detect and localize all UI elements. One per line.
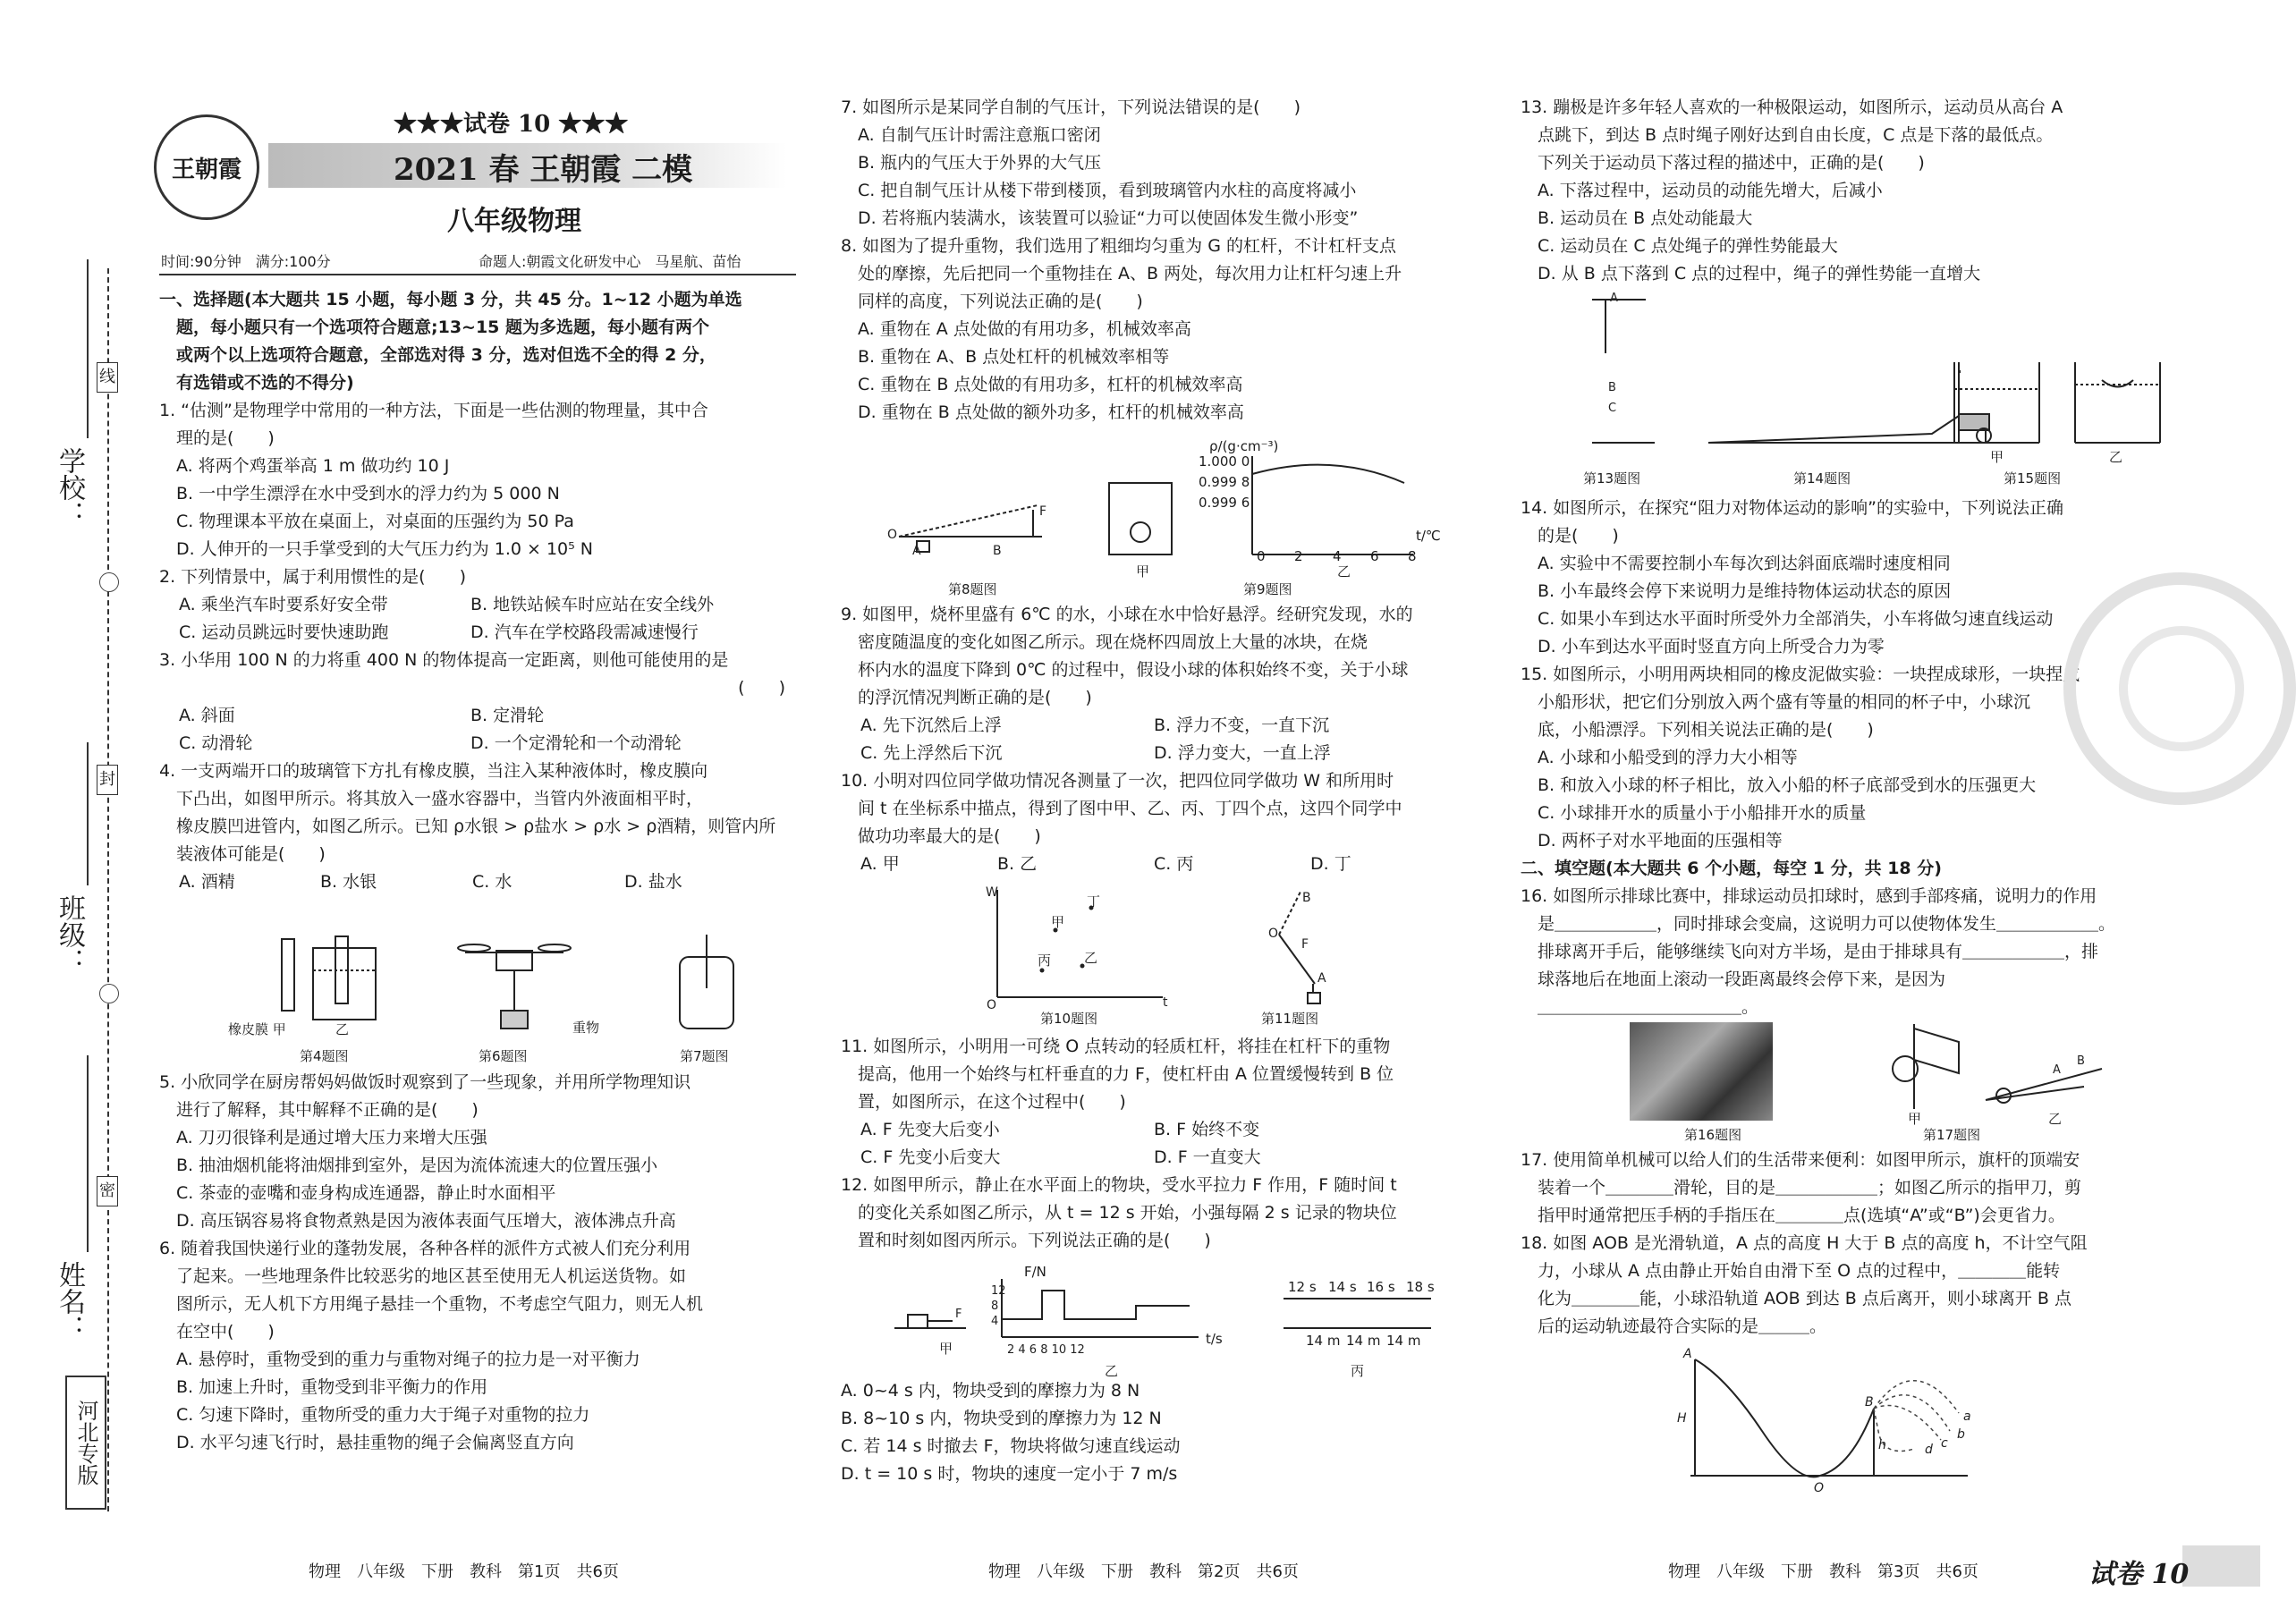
option: D. 水平匀速飞行时，悬挂重物的绳子会偏离竖直方向 xyxy=(159,1433,574,1452)
column-1 xyxy=(159,286,803,896)
option: B. 8~10 s 内，物块受到的摩擦力为 12 N xyxy=(841,1409,1162,1428)
page-footer-1: 物理 八年级 下册 教科 第1页 共6页 xyxy=(309,1562,619,1581)
corner-exam-label: 试卷 10 xyxy=(2088,1559,2190,1590)
option: C. 把自制气压计从楼下带到楼顶，看到玻璃管内水柱的高度将减小 xyxy=(841,181,1357,200)
question-6: 6. 随着我国快递行业的蓬勃发展，各种各样的派件方式被人们充分利用 xyxy=(159,1239,691,1258)
name-label: 姓名： xyxy=(54,1261,85,1342)
section-text: 或两个以上选项符合题意，全部选对得 3 分，选对但选不全的得 2 分， xyxy=(159,345,716,365)
question-text: 理的是( ) xyxy=(159,428,275,448)
fig-caption: 第11题图 xyxy=(1261,1011,1319,1027)
question-text: 进行了解释，其中解释不正确的是( ) xyxy=(159,1100,479,1120)
fig-caption: 第14题图 xyxy=(1793,470,1851,487)
section-text: 有选错或不选的不得分) xyxy=(159,373,354,393)
svg-text:O: O xyxy=(1268,927,1279,941)
point-label: 乙 xyxy=(1084,950,1098,966)
question-text: 做功功率最大的是( ) xyxy=(841,826,1041,846)
fig-caption: 第15题图 xyxy=(2004,470,2062,487)
question-text: 橡皮膜凹进管内，如图乙所示。已知 ρ水银 > ρ盐水 > ρ水 > ρ酒精，则管内所 xyxy=(159,817,776,836)
point-label: A xyxy=(1683,1347,1692,1361)
figure-10-11 xyxy=(984,885,1360,1011)
figure-8-9 xyxy=(885,438,1422,572)
question-text: 点跳下，到达 B 点时绳子刚好达到自由长度，C 点是下落的最低点。 xyxy=(1521,125,2054,145)
exam-number: ★★★试卷 10 ★★★ xyxy=(394,111,629,138)
question-text: 的是( ) xyxy=(1521,526,1619,546)
option: C. 匀速下降时，重物所受的重力大于绳子对重物的拉力 xyxy=(159,1405,590,1425)
option: A. 实验中不需要控制小车每次到达斜面底端时速度相同 xyxy=(1521,554,1951,573)
option: C. 先上浮然后下沉 xyxy=(860,743,1003,763)
option: B. 运动员在 B 点处动能最大 xyxy=(1521,208,1753,228)
question-text: 图所示，无人机下方用绳子悬挂一个重物，不考虑空气阻力，则无人机 xyxy=(159,1294,704,1314)
option: A. 刀刃很锋利是通过增大压力来增大压强 xyxy=(159,1128,487,1147)
option: C. F 先变小后变大 xyxy=(860,1147,1001,1167)
tick-label: 0.999 6 xyxy=(1199,495,1250,511)
option: C. 如果小车到达水平面时所受外力全部消失，小车将做匀速直线运动 xyxy=(1521,609,2054,629)
fill-blank[interactable]: 力，小球从 A 点由静止开始自由滑下至 O 点的过程中，＿＿＿＿能转 xyxy=(1521,1261,2061,1281)
svg-text:12: 12 xyxy=(991,1284,1006,1298)
question-8: 8. 如图为了提升重物，我们选用了粗细均匀重为 G 的杠杆，不计杠杆支点 xyxy=(841,236,1396,256)
question-text: 杯内水的温度下降到 0℃ 的过程中，假设小球的体积始终不变，关于小球 xyxy=(841,660,1409,680)
tick-label: 8 xyxy=(1408,548,1417,564)
option: D. 两杯子对水平地面的压强相等 xyxy=(1521,831,1783,851)
point-label: a xyxy=(1963,1410,1971,1424)
exam-author: 命题人:朝霞文化研发中心 马星航、苗怡 xyxy=(479,253,741,270)
svg-text:4: 4 xyxy=(991,1315,999,1328)
option: B. 抽油烟机能将油烟排到室外，是因为流体流速大的位置压强小 xyxy=(159,1156,658,1175)
fill-blank[interactable]: 指甲时通常把压手柄的手指压在＿＿＿＿点(选填“A”或“B”)会更省力。 xyxy=(1521,1206,2065,1225)
question-text: 间 t 在坐标系中描点，得到了图中甲、乙、丙、丁四个点，这四个同学中 xyxy=(841,799,1402,818)
fig-value: 14 s xyxy=(1328,1279,1357,1295)
point-label: 丁 xyxy=(1087,893,1101,910)
figure-18 xyxy=(1673,1342,1995,1495)
binding-line xyxy=(107,268,109,1511)
fig-caption: 第7题图 xyxy=(680,1048,729,1064)
option: D. 高压锅容易将食物煮熟是因为液体表面气压增大，液体沸点升高 xyxy=(159,1211,676,1231)
fig-caption: 第17题图 xyxy=(1923,1127,1981,1143)
fill-blank[interactable]: ＿＿＿＿＿＿＿＿＿＿＿＿。 xyxy=(1521,997,1759,1017)
column-3 xyxy=(1521,94,2165,288)
exam-title: 2021 春 王朝霞 二模 xyxy=(394,152,693,188)
point-label: h xyxy=(1878,1438,1886,1452)
figure-4-6-7 xyxy=(233,935,769,1033)
question-text: 提高，他用一个始终与杠杆垂直的力 F，使杠杆由 A 位置缓慢转到 B 位 xyxy=(841,1064,1394,1084)
option: D. 人伸开的一只手掌受到的大气压力约为 1.0 × 10⁵ N xyxy=(159,539,594,559)
figure-17 xyxy=(1878,1020,2129,1118)
option: D. t = 10 s 时，物块的速度一定小于 7 m/s xyxy=(841,1464,1178,1484)
question-2: 2. 下列情景中，属于利用惯性的是( ) xyxy=(159,567,466,587)
exam-time: 时间:90分钟 满分:100分 xyxy=(161,253,331,270)
svg-text:B: B xyxy=(2077,1054,2085,1068)
question-9: 9. 如图甲，烧杯里盛有 6℃ 的水，小球在水中恰好悬浮。经研究发现，水的 xyxy=(841,605,1413,624)
option: B. 水银 xyxy=(320,872,377,892)
option: A. 重物在 A 点处做的有用功多，机械效率高 xyxy=(841,319,1191,339)
q10-options xyxy=(841,851,1485,878)
question-18: 18. 如图 AOB 是光滑轨道，A 点的高度 H 大于 B 点的高度 h，不计空气阻 xyxy=(1521,1233,2088,1253)
fig-caption: 第13题图 xyxy=(1583,470,1641,487)
fig-label: 橡皮膜 甲 xyxy=(228,1021,286,1037)
name-field[interactable] xyxy=(87,1055,89,1252)
fig-label: 甲 xyxy=(1136,563,1150,580)
svg-text:2 4 6 8 10 12: 2 4 6 8 10 12 xyxy=(1007,1343,1085,1357)
tick-label: 6 xyxy=(1370,548,1379,564)
option: D. 汽车在学校路段需减速慢行 xyxy=(470,622,699,642)
option: D. 浮力变大，一直上浮 xyxy=(1154,743,1331,763)
seal-line-box: 线 xyxy=(97,362,118,393)
question-text: 底，小船漂浮。下列相关说法正确的是( ) xyxy=(1521,720,1874,740)
point-label: B xyxy=(1865,1395,1874,1410)
option: B. 定滑轮 xyxy=(470,706,545,725)
svg-text:A: A xyxy=(1317,971,1326,986)
point-label: 甲 xyxy=(1051,914,1065,930)
option: C. 小球排开水的质量小于小船排开水的质量 xyxy=(1521,803,1867,823)
fill-blank[interactable]: 是＿＿＿＿＿＿，同时排球会变扁，这说明力可以使物体发生＿＿＿＿＿＿。 xyxy=(1521,914,2116,934)
q2-options xyxy=(159,619,803,647)
q4-options xyxy=(159,868,803,896)
svg-text:W: W xyxy=(986,885,998,900)
column-3-mid xyxy=(1521,495,2165,1021)
option: C. 运动员跳远时要快速助跑 xyxy=(179,622,389,642)
svg-text:A: A xyxy=(912,544,921,558)
watermark-seal-inner xyxy=(2119,626,2244,751)
fig-caption: 第4题图 xyxy=(300,1048,349,1064)
option: B. 一中学生漂浮在水中受到水的浮力约为 5 000 N xyxy=(159,484,560,504)
option: C. 重物在 B 点处做的有用功多，杠杆的机械效率高 xyxy=(841,375,1243,394)
question-text: 在空中( ) xyxy=(159,1322,275,1342)
question-text: 同样的高度，下列说法正确的是( ) xyxy=(841,292,1143,311)
q11-options xyxy=(841,1116,1485,1144)
fig-caption: 第10题图 xyxy=(1040,1011,1098,1027)
q3-options xyxy=(159,702,803,730)
svg-text:B: B xyxy=(993,544,1002,558)
option: B. 瓶内的气压大于外界的大气压 xyxy=(841,153,1102,173)
question-3: 3. 小华用 100 N 的力将重 400 N 的物体提高一定距离，则他可能使用的是 xyxy=(159,650,729,670)
option: B. 浮力不变，一直下沉 xyxy=(1154,715,1330,735)
question-text: 下列关于运动员下落过程的描述中，正确的是( ) xyxy=(1521,153,1925,173)
tick-label: 4 xyxy=(1333,548,1342,564)
option: C. 水 xyxy=(472,872,513,892)
svg-text:O: O xyxy=(987,998,997,1012)
option: B. F 始终不变 xyxy=(1154,1120,1260,1139)
option: B. 地铁站候车时应站在安全线外 xyxy=(470,595,715,614)
fig-label: 乙 xyxy=(1105,1363,1119,1379)
fill-blank[interactable]: 排球离开手后，能够继续飞向对方半场，是由于排球具有＿＿＿＿＿＿，排 xyxy=(1521,942,2099,961)
figure-12 xyxy=(885,1274,1449,1364)
q9-options xyxy=(841,740,1485,767)
axis-label: t/s xyxy=(1206,1331,1223,1347)
column-2-mid xyxy=(841,601,1485,878)
question-1: 1. “估测”是物理学中常用的一种方法，下面是一些估测的物理量，其中合 xyxy=(159,401,708,420)
fig-value: 14 m xyxy=(1306,1333,1341,1349)
option: A. 悬停时，重物受到的重力与重物对绳子的拉力是一对平衡力 xyxy=(159,1350,640,1369)
column-1-lower xyxy=(159,1069,803,1457)
question-text: 置，如图所示，在这个过程中( ) xyxy=(841,1092,1126,1112)
question-13: 13. 蹦极是许多年轻人喜欢的一种极限运动，如图所示，运动员从高台 A xyxy=(1521,97,2063,117)
option: A. 斜面 xyxy=(179,706,235,725)
fig-label: 乙 xyxy=(2048,1111,2063,1127)
fill-blank[interactable]: 装着一个＿＿＿＿滑轮，目的是＿＿＿＿＿＿；如图乙所示的指甲刀，剪 xyxy=(1521,1178,2082,1198)
option: C. 动滑轮 xyxy=(179,733,253,753)
question-text: 置和时刻如图丙所示。下列说法正确的是( ) xyxy=(841,1231,1211,1250)
fig-value: 16 s xyxy=(1367,1279,1395,1295)
axis-label: F/N xyxy=(1024,1264,1046,1280)
option: B. 乙 xyxy=(997,854,1038,874)
seal-box: 封 xyxy=(97,765,118,795)
option: D. F 一直变大 xyxy=(1154,1147,1261,1167)
option: D. 盐水 xyxy=(624,872,682,892)
option: C. 若 14 s 时撤去 F，物块将做匀速直线运动 xyxy=(841,1436,1181,1456)
option: C. 物理课本平放在桌面上，对桌面的压强约为 50 Pa xyxy=(159,512,574,531)
svg-text:8: 8 xyxy=(991,1299,999,1313)
fig-label: 乙 xyxy=(1337,563,1351,580)
fig-value: 14 m xyxy=(1346,1333,1381,1349)
svg-text:C: C xyxy=(1608,402,1617,415)
school-field[interactable] xyxy=(87,259,89,438)
option: A. 自制气压计时需注意瓶口密闭 xyxy=(841,125,1101,145)
point-label: O xyxy=(1814,1481,1825,1495)
fig-label: 丙 xyxy=(1351,1363,1365,1379)
option: A. 将两个鸡蛋举高 1 m 做功约 10 J xyxy=(159,456,450,476)
option: B. 重物在 A、B 点处杠杆的机械效率相等 xyxy=(841,347,1170,367)
option: A. 酒精 xyxy=(179,872,235,892)
svg-text:O: O xyxy=(887,528,898,542)
q2-options xyxy=(159,591,803,619)
question-10: 10. 小明对四位同学做功情况各测量了一次，把四位同学做功 W 和所用时 xyxy=(841,771,1394,791)
option: D. 从 B 点下落到 C 点的过程中，绳子的弹性势能一直增大 xyxy=(1521,264,1981,284)
school-label: 学校： xyxy=(54,447,85,528)
page-footer-3: 物理 八年级 下册 教科 第3页 共6页 xyxy=(1668,1562,1978,1581)
figure-13-14-15 xyxy=(1556,291,2182,470)
option: B. 小车最终会停下来说明力是维持物体运动状态的原因 xyxy=(1521,581,1952,601)
option: A. 0~4 s 内，物块受到的摩擦力为 8 N xyxy=(841,1381,1140,1401)
option: D. 丁 xyxy=(1310,854,1351,874)
question-12: 12. 如图甲所示，静止在水平面上的物块，受水平拉力 F 作用，F 随时间 t xyxy=(841,1175,1397,1195)
fig-caption: 第6题图 xyxy=(479,1048,528,1064)
column-2 xyxy=(841,94,1485,427)
corner-bar xyxy=(2182,1545,2260,1587)
question-17: 17. 使用简单机械可以给人们的生活带来便利：如图甲所示，旗杆的顶端安 xyxy=(1521,1150,2080,1170)
option: D. 若将瓶内装满水，该装置可以验证“力可以使固体发生微小形变” xyxy=(841,208,1359,228)
fig-label: 乙 xyxy=(335,1021,350,1037)
axis-label: ρ/(g·cm⁻³) xyxy=(1209,438,1279,454)
option: C. 丙 xyxy=(1154,854,1194,874)
option: D. 重物在 B 点处做的额外功多，杠杆的机械效率高 xyxy=(841,402,1244,422)
option: D. 一个定滑轮和一个动滑轮 xyxy=(470,733,682,753)
fig-caption: 第16题图 xyxy=(1684,1127,1742,1143)
section-heading: 一、选择题(本大题共 15 小题，每小题 3 分，共 45 分。1~12 小题为单选 xyxy=(159,290,742,309)
svg-text:F: F xyxy=(1301,937,1309,952)
punch-hole xyxy=(99,984,119,1003)
fill-blank[interactable]: 化为＿＿＿＿能，小球沿轨道 AOB 到达 B 点后离开，则小球离开 B 点 xyxy=(1521,1289,2071,1308)
point-label: 丙 xyxy=(1038,952,1052,969)
fig-value: 14 m xyxy=(1386,1333,1421,1349)
option: A. 小球和小船受到的浮力大小相等 xyxy=(1521,748,1798,767)
section-2-heading: 二、填空题(本大题共 6 个小题，每空 1 分，共 18 分) xyxy=(1521,859,1942,878)
fig-label: 甲 xyxy=(1990,449,2004,465)
fill-blank[interactable]: 后的运动轨迹最符合实际的是＿＿＿。 xyxy=(1521,1316,1827,1336)
svg-text:t: t xyxy=(1163,995,1168,1010)
option: C. 运动员在 C 点处绳子的弹性势能最大 xyxy=(1521,236,1838,256)
page-footer-2: 物理 八年级 下册 教科 第2页 共6页 xyxy=(988,1562,1299,1581)
q11-options xyxy=(841,1144,1485,1172)
svg-text:F: F xyxy=(955,1308,962,1321)
option: B. 和放入小球的杯子相比，放入小船的杯子底部受到水的压强更大 xyxy=(1521,775,2037,795)
question-text: 密度随温度的变化如图乙所示。现在烧杯四周放上大量的冰块，在烧 xyxy=(841,632,1368,652)
tick-label: 2 xyxy=(1294,548,1303,564)
question-4: 4. 一支两端开口的玻璃管下方扎有橡皮膜，当注入某种液体时，橡皮膜向 xyxy=(159,761,708,781)
fig-value: 18 s xyxy=(1406,1279,1435,1295)
svg-text:B: B xyxy=(1302,891,1311,905)
q3-options xyxy=(159,730,803,758)
question-text: 的浮沉情况判断正确的是( ) xyxy=(841,688,1092,707)
fig-caption: 第8题图 xyxy=(948,581,997,597)
question-text: 处的摩擦，先后把同一个重物挂在 A、B 两处，每次用力让杠杆匀速上升 xyxy=(841,264,1402,284)
axis-label: t/℃ xyxy=(1416,528,1441,544)
tick-label: 0 xyxy=(1257,548,1266,564)
option: C. 茶壶的壶嘴和壶身构成连通器，静止时水面相平 xyxy=(159,1183,556,1203)
point-label: d xyxy=(1925,1443,1933,1457)
column-2-lower xyxy=(841,1033,1485,1255)
subject-title: 八年级物理 xyxy=(447,206,581,237)
volleyball-photo xyxy=(1630,1022,1773,1121)
point-label: H xyxy=(1677,1411,1687,1426)
option: A. 先下沉然后上浮 xyxy=(860,715,1002,735)
point-label: c xyxy=(1941,1436,1948,1451)
brand-logo: 王朝霞 xyxy=(154,114,259,220)
svg-text:F: F xyxy=(1039,504,1047,519)
option: A. F 先变大后变小 xyxy=(860,1120,1000,1139)
option: B. 加速上升时，重物受到非平衡力的作用 xyxy=(159,1377,488,1397)
question-16: 16. 如图所示排球比赛中，排球运动员扣球时，感到手部疼痛，说明力的作用 xyxy=(1521,886,2097,906)
province-tag: 河北专版 xyxy=(65,1376,106,1510)
option: D. 小车到达水平面时竖直方向上所受合力为零 xyxy=(1521,637,1885,656)
tick-label: 0.999 8 xyxy=(1199,474,1250,490)
binding-strip xyxy=(0,0,152,1600)
question-text: 的变化关系如图乙所示，从 t = 12 s 开始，小强每隔 2 s 记录的物块位 xyxy=(841,1203,1397,1223)
fig-caption: 第9题图 xyxy=(1243,581,1292,597)
svg-text:A: A xyxy=(2053,1063,2061,1077)
answer-bracket: ( ) xyxy=(738,678,785,698)
secret-box: 密 xyxy=(97,1176,118,1206)
question-text: 了起来。一些地理条件比较恶劣的地区甚至使用无人机运送货物。如 xyxy=(159,1266,687,1286)
header-rule xyxy=(159,274,796,275)
column-2-q12-options xyxy=(841,1377,1485,1488)
fig-label: 乙 xyxy=(2109,449,2123,465)
question-5: 5. 小欣同学在厨房帮妈妈做饭时观察到了一些现象，并用所学物理知识 xyxy=(159,1072,691,1092)
question-text: 球落地后在地面上滚动一段距离最终会停下来，是因为 xyxy=(1521,969,1946,989)
fig-label: 重物 xyxy=(572,1020,600,1036)
class-field[interactable] xyxy=(87,742,89,885)
svg-text:A: A xyxy=(1610,292,1618,305)
option: A. 乘坐汽车时要系好安全带 xyxy=(179,595,388,614)
option: A. 下落过程中，运动员的动能先增大，后减小 xyxy=(1521,181,1883,200)
section-text: 题，每小题只有一个选项符合题意;13~15 题为多选题，每小题有两个 xyxy=(159,317,710,337)
question-text: 下凸出，如图甲所示。将其放入一盛水容器中，当管内外液面相平时， xyxy=(159,789,704,808)
question-15: 15. 如图所示，小明用两块相同的橡皮泥做实验：一块捏成球形，一块捏成 xyxy=(1521,665,2080,684)
question-7: 7. 如图所示是某同学自制的气压计，下列说法错误的是( ) xyxy=(841,97,1301,117)
tick-label: 1.000 0 xyxy=(1199,453,1250,470)
question-text: 小船形状，把它们分别放入两个盛有等量的相同的杯子中，小球沉 xyxy=(1521,692,2031,712)
q9-options xyxy=(841,712,1485,740)
question-text: 装液体可能是( ) xyxy=(159,844,326,864)
fig-label: 甲 xyxy=(1908,1111,1922,1127)
column-3-lower xyxy=(1521,1147,2165,1341)
svg-text:B: B xyxy=(1608,381,1616,394)
point-label: b xyxy=(1957,1427,1965,1442)
class-label: 班级： xyxy=(54,894,85,975)
fig-value: 12 s xyxy=(1288,1279,1317,1295)
option: A. 甲 xyxy=(860,854,900,874)
fig-label: 甲 xyxy=(939,1341,953,1357)
question-11: 11. 如图所示，小明用一可绕 O 点转动的轻质杠杆，将挂在杠杆下的重物 xyxy=(841,1037,1391,1056)
punch-hole xyxy=(99,572,119,592)
question-14: 14. 如图所示，在探究“阻力对物体运动的影响”的实验中，下列说法正确 xyxy=(1521,498,2063,518)
